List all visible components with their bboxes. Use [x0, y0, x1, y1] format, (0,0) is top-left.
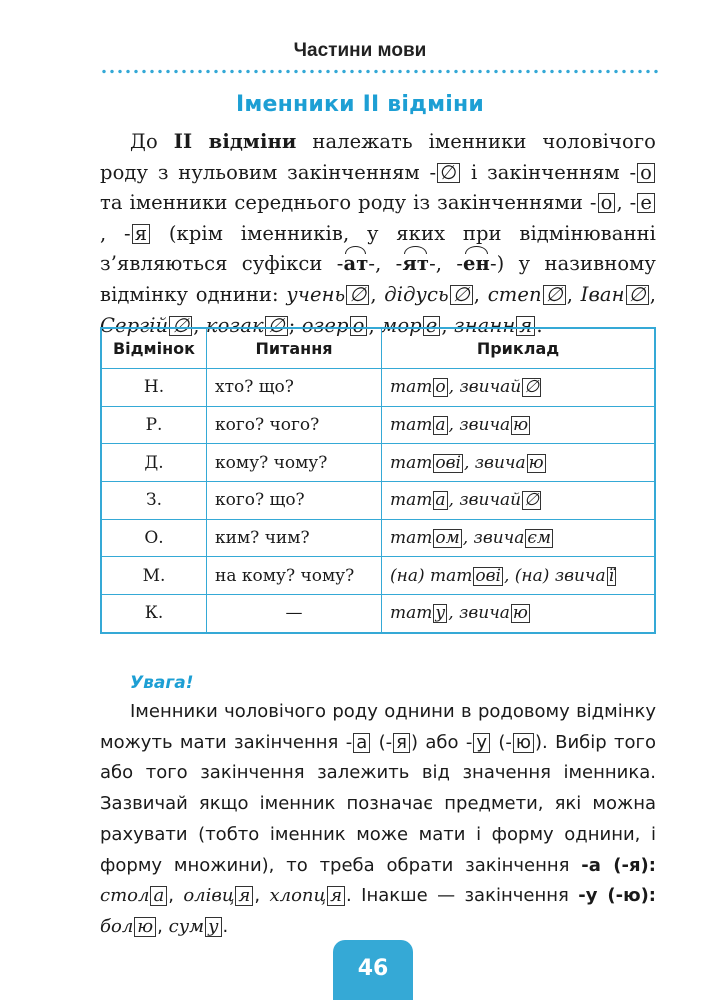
example-word: степ ∅ — [488, 283, 567, 306]
question-cell: ким? чим? — [207, 519, 382, 557]
intro-paragraph: До ІІ відміни належать іменники чоловічого роду з нульовим закінченням - ∅ і закінченням - о та іменники середнього роду із закінченнями - о , - е, - я (крім іменників, у яких при відмінюванні з’являються суфікси -ат-, -ят-, -ен-) у називному відмінку однини: учень ∅ , дідусь ∅ , степ ∅ , Іван ∅ , Сергій ∅ , козак ∅ ; озер о , мор е , знанн я . — [100, 130, 657, 337]
question-cell: кому? чому? — [207, 444, 382, 482]
page-number-badge: 46 — [333, 940, 413, 1000]
table-header-row — [101, 328, 655, 369]
example-word: бол ю — [100, 916, 157, 937]
ending-box: ю — [513, 733, 534, 753]
ending-box: о — [598, 193, 616, 213]
example-word: сум у — [169, 916, 223, 937]
col-header-case: Відмінок — [101, 328, 207, 369]
case-cell: З. — [101, 482, 207, 520]
question-cell: на кому? чому? — [207, 557, 382, 595]
table-row — [101, 369, 655, 407]
question-cell: кого? що? — [207, 482, 382, 520]
example-cell: тат о , звичай ∅ — [382, 369, 656, 407]
example-cell: (на) тат ові , (на) звича ї — [382, 557, 656, 595]
case-cell: М. — [101, 557, 207, 595]
ending-box: е — [637, 193, 655, 213]
example-word: олівц я — [183, 885, 254, 906]
example-cell: тат ом , звича єм — [382, 519, 656, 557]
table-row — [101, 595, 655, 633]
example-word: дідусь ∅ — [384, 283, 474, 306]
ending-box: у — [473, 733, 490, 753]
example-word: хлопц я — [269, 885, 346, 906]
table-row — [101, 406, 655, 444]
note-paragraph: Іменники чоловічого роду однини в родовому відмінку можуть мати закінчення - а (- я ) або - у (- ю ). Вибір того або того закінчення залежить від значення іменника. Зазвичай якщо іменник позначає предмети, які можна рахувати (тобто іменник може мати і форму однини, і форму множини), то треба обрати закінчення -а (-я): стол а , олівц я , хлопц я . Інакше — закінчення -у (-ю): бол ю , сум у . — [100, 701, 657, 937]
question-cell: — — [207, 595, 382, 633]
question-cell: кого? чого? — [207, 406, 382, 444]
ending-box: я — [132, 224, 150, 244]
example-word: озер о — [302, 314, 369, 337]
col-header-example: Приклад — [382, 328, 656, 369]
ending-box: о — [637, 163, 655, 183]
example-word: Іван ∅ — [581, 283, 650, 306]
table-row — [101, 444, 655, 482]
section-title: Іменники ІІ відміни — [235, 92, 485, 117]
example-word: козак ∅ — [206, 314, 289, 337]
case-cell: Р. — [101, 406, 207, 444]
table-row — [101, 557, 655, 595]
suffix-mark: ат — [343, 249, 368, 280]
case-cell: Н. — [101, 369, 207, 407]
case-cell: О. — [101, 519, 207, 557]
ending-box: я — [393, 733, 410, 753]
ending-box: а — [353, 733, 370, 753]
example-cell: тат а , звича ю — [382, 406, 656, 444]
table-row — [101, 519, 655, 557]
example-word: стол а — [100, 885, 168, 906]
example-cell: тат у , звича ю — [382, 595, 656, 633]
question-cell: хто? що? — [207, 369, 382, 407]
case-cell: Д. — [101, 444, 207, 482]
table-row — [101, 482, 655, 520]
col-header-question: Питання — [207, 328, 382, 369]
example-word: учень ∅ — [286, 283, 370, 306]
declension-table — [100, 327, 656, 634]
case-cell: К. — [101, 595, 207, 633]
suffix-mark: ен — [463, 249, 490, 280]
ending-box: ∅ — [437, 163, 460, 183]
example-word: мор е — [381, 314, 441, 337]
dotted-divider — [100, 69, 658, 74]
suffix-mark: ят — [402, 249, 429, 280]
example-word: знанн я — [454, 314, 536, 337]
example-word: Сергій ∅ — [100, 314, 193, 337]
attention-heading: Увага! — [130, 673, 194, 693]
example-cell: тат а , звичай ∅ — [382, 482, 656, 520]
example-cell: тат ові , звича ю — [382, 444, 656, 482]
running-header: Частини мови — [293, 40, 427, 61]
